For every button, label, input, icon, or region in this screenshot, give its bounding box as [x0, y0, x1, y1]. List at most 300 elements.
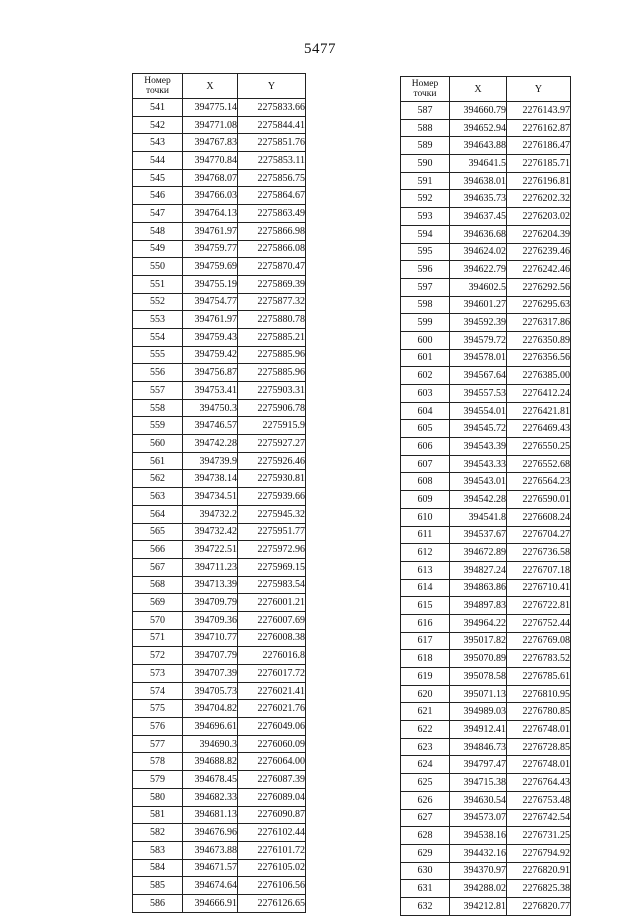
x-coordinate-cell: 394624.02: [450, 243, 507, 261]
point-number-cell: 595: [401, 243, 450, 261]
table-row: [401, 278, 571, 296]
y-coordinate-cell: 2276748.01: [507, 756, 571, 774]
y-coordinate-cell: 2275906.78: [238, 399, 306, 417]
point-number-cell: 590: [401, 155, 450, 173]
y-coordinate-cell: 2275926.46: [238, 452, 306, 470]
point-number-cell: 603: [401, 385, 450, 403]
x-coordinate-cell: 394827.24: [450, 561, 507, 579]
point-number-cell: 622: [401, 721, 450, 739]
table-row: [133, 771, 306, 789]
x-coordinate-cell: 394673.88: [183, 841, 238, 859]
point-number-cell: 542: [133, 116, 183, 134]
table-row: [133, 523, 306, 541]
point-number-cell: 630: [401, 862, 450, 880]
point-number-cell: 582: [133, 824, 183, 842]
table-row: [401, 349, 571, 367]
x-coordinate-cell: 394636.68: [450, 225, 507, 243]
table-header-row: [133, 74, 306, 99]
x-coordinate-cell: 394766.03: [183, 187, 238, 205]
y-coordinate-cell: 2276001.21: [238, 594, 306, 612]
x-coordinate-cell: 394601.27: [450, 296, 507, 314]
point-number-cell: 602: [401, 367, 450, 385]
table-row: [133, 470, 306, 488]
table-row: [133, 877, 306, 895]
x-coordinate-cell: 394767.83: [183, 134, 238, 152]
y-coordinate-cell: 2276704.27: [507, 526, 571, 544]
x-coordinate-cell: 394671.57: [183, 859, 238, 877]
x-coordinate-cell: 395070.89: [450, 650, 507, 668]
x-coordinate-cell: 394696.61: [183, 718, 238, 736]
point-number-cell: 594: [401, 225, 450, 243]
y-coordinate-cell: 2275939.66: [238, 488, 306, 506]
point-number-cell: 566: [133, 541, 183, 559]
y-coordinate-cell: 2275866.08: [238, 240, 306, 258]
table-row: [401, 508, 571, 526]
table-row: [401, 385, 571, 403]
x-coordinate-cell: 394761.97: [183, 311, 238, 329]
table-row: [401, 243, 571, 261]
table-row: [401, 190, 571, 208]
y-coordinate-cell: 2275866.98: [238, 222, 306, 240]
table-row: [401, 579, 571, 597]
x-coordinate-cell: 394709.79: [183, 594, 238, 612]
point-number-cell: 616: [401, 614, 450, 632]
y-coordinate-cell: 2276552.68: [507, 455, 571, 473]
x-coordinate-cell: 394761.97: [183, 222, 238, 240]
x-coordinate-cell: 394537.67: [450, 526, 507, 544]
point-number-cell: 571: [133, 629, 183, 647]
x-coordinate-cell: 394732.2: [183, 505, 238, 523]
x-coordinate-cell: 394573.07: [450, 809, 507, 827]
x-coordinate-cell: 394542.28: [450, 491, 507, 509]
y-coordinate-cell: 2275869.39: [238, 275, 306, 293]
y-coordinate-cell: 2276722.81: [507, 597, 571, 615]
y-coordinate-cell: 2276295.63: [507, 296, 571, 314]
y-coordinate-cell: 2275844.41: [238, 116, 306, 134]
x-coordinate-cell: 394707.39: [183, 665, 238, 683]
point-number-cell: 601: [401, 349, 450, 367]
x-coordinate-cell: 394432.16: [450, 844, 507, 862]
point-number-cell: 618: [401, 650, 450, 668]
x-coordinate-cell: 394746.57: [183, 417, 238, 435]
y-coordinate-cell: 2276239.46: [507, 243, 571, 261]
x-coordinate-cell: 394750.3: [183, 399, 238, 417]
table-row: [133, 788, 306, 806]
y-coordinate-cell: 2276102.44: [238, 824, 306, 842]
x-coordinate-cell: 394768.07: [183, 169, 238, 187]
y-coordinate-cell: 2276753.48: [507, 791, 571, 809]
x-coordinate-cell: 394622.79: [450, 261, 507, 279]
y-coordinate-cell: 2276780.85: [507, 703, 571, 721]
point-number-cell: 553: [133, 311, 183, 329]
y-coordinate-cell: 2276710.41: [507, 579, 571, 597]
x-coordinate-cell: 394863.86: [450, 579, 507, 597]
table-row: [133, 718, 306, 736]
x-coordinate-cell: 394742.28: [183, 435, 238, 453]
y-coordinate-cell: 2276007.69: [238, 611, 306, 629]
table-row: [133, 452, 306, 470]
point-number-cell: 620: [401, 685, 450, 703]
point-number-cell: 606: [401, 438, 450, 456]
point-number-cell: 568: [133, 576, 183, 594]
y-coordinate-cell: 2275983.54: [238, 576, 306, 594]
y-coordinate-cell: 2276783.52: [507, 650, 571, 668]
point-number-cell: 596: [401, 261, 450, 279]
y-coordinate-cell: 2276810.95: [507, 685, 571, 703]
table-row: [133, 240, 306, 258]
y-coordinate-cell: 2276126.65: [238, 894, 306, 912]
table-row: [401, 614, 571, 632]
table-row: [133, 134, 306, 152]
table-row: [133, 382, 306, 400]
y-coordinate-cell: 2276421.81: [507, 402, 571, 420]
point-number-cell: 615: [401, 597, 450, 615]
x-coordinate-cell: 394711.23: [183, 558, 238, 576]
table-row: [401, 721, 571, 739]
y-coordinate-cell: 2275885.96: [238, 346, 306, 364]
y-coordinate-cell: 2275851.76: [238, 134, 306, 152]
y-coordinate-cell: 2275927.27: [238, 435, 306, 453]
y-coordinate-cell: 2275856.75: [238, 169, 306, 187]
x-coordinate-cell: 394846.73: [450, 738, 507, 756]
y-coordinate-cell: 2276469.43: [507, 420, 571, 438]
x-coordinate-cell: 394370.97: [450, 862, 507, 880]
x-coordinate-cell: 394754.77: [183, 293, 238, 311]
x-coordinate-cell: 394545.72: [450, 420, 507, 438]
y-coordinate-cell: 2276021.41: [238, 682, 306, 700]
point-number-cell: 544: [133, 152, 183, 170]
page-number: 5477: [304, 41, 336, 57]
point-number-cell: 545: [133, 169, 183, 187]
x-coordinate-cell: 394722.51: [183, 541, 238, 559]
y-coordinate-cell: 2276590.01: [507, 491, 571, 509]
table-row: [133, 806, 306, 824]
table-row: [133, 99, 306, 117]
x-coordinate-cell: 394759.42: [183, 346, 238, 364]
point-number-cell: 613: [401, 561, 450, 579]
table-row: [401, 827, 571, 845]
point-number-cell: 614: [401, 579, 450, 597]
y-coordinate-cell: 2275853.11: [238, 152, 306, 170]
y-coordinate-cell: 2276412.24: [507, 385, 571, 403]
point-number-cell: 580: [133, 788, 183, 806]
y-coordinate-cell: 2276021.76: [238, 700, 306, 718]
table-row: [133, 541, 306, 559]
x-coordinate-cell: 394759.69: [183, 258, 238, 276]
y-coordinate-cell: 2275903.31: [238, 382, 306, 400]
table-row: [401, 544, 571, 562]
x-coordinate-cell: 394602.5: [450, 278, 507, 296]
x-coordinate-cell: 394709.36: [183, 611, 238, 629]
y-coordinate-cell: 2276550.25: [507, 438, 571, 456]
y-coordinate-cell: 2276089.04: [238, 788, 306, 806]
point-number-cell: 621: [401, 703, 450, 721]
x-coordinate-cell: 394557.53: [450, 385, 507, 403]
x-coordinate-cell: 394578.01: [450, 349, 507, 367]
y-coordinate-cell: 2276143.97: [507, 102, 571, 120]
y-coordinate-cell: 2276185.71: [507, 155, 571, 173]
x-coordinate-cell: 394753.41: [183, 382, 238, 400]
x-coordinate-cell: 394897.83: [450, 597, 507, 615]
x-coordinate-cell: 394797.47: [450, 756, 507, 774]
x-header: X: [183, 74, 238, 99]
table-header-row: [401, 77, 571, 102]
y-coordinate-cell: 2275863.49: [238, 205, 306, 223]
y-coordinate-cell: 2276707.18: [507, 561, 571, 579]
point-number-cell: 617: [401, 632, 450, 650]
point-number-cell: 581: [133, 806, 183, 824]
table-row: [401, 561, 571, 579]
y-coordinate-cell: 2276016.8: [238, 647, 306, 665]
table-row: [401, 526, 571, 544]
y-coordinate-cell: 2276060.09: [238, 735, 306, 753]
y-coordinate-cell: 2276292.56: [507, 278, 571, 296]
table-row: [401, 756, 571, 774]
table-row: [133, 187, 306, 205]
y-coordinate-cell: 2275951.77: [238, 523, 306, 541]
table-row: [401, 225, 571, 243]
table-row: [401, 774, 571, 792]
x-coordinate-cell: 394705.73: [183, 682, 238, 700]
x-coordinate-cell: 394681.13: [183, 806, 238, 824]
point-number-cell: 577: [133, 735, 183, 753]
y-coordinate-cell: 2276106.56: [238, 877, 306, 895]
table-row: [401, 703, 571, 721]
point-number-header: Номер точки: [133, 74, 183, 99]
y-coordinate-cell: 2276728.85: [507, 738, 571, 756]
table-row: [133, 488, 306, 506]
y-coordinate-cell: 2276736.58: [507, 544, 571, 562]
x-coordinate-cell: 394288.02: [450, 880, 507, 898]
table-row: [401, 491, 571, 509]
table-row: [401, 331, 571, 349]
table-row: [133, 824, 306, 842]
table-row: [133, 859, 306, 877]
table-row: [133, 435, 306, 453]
x-coordinate-cell: 394592.39: [450, 314, 507, 332]
x-coordinate-cell: 394707.79: [183, 647, 238, 665]
point-number-cell: 541: [133, 99, 183, 117]
x-coordinate-cell: 394682.33: [183, 788, 238, 806]
x-coordinate-cell: 394630.54: [450, 791, 507, 809]
point-number-cell: 627: [401, 809, 450, 827]
x-coordinate-cell: 394543.33: [450, 455, 507, 473]
y-coordinate-cell: 2275972.96: [238, 541, 306, 559]
x-coordinate-cell: 394775.14: [183, 99, 238, 117]
x-coordinate-cell: 394756.87: [183, 364, 238, 382]
x-coordinate-cell: 394715.38: [450, 774, 507, 792]
x-coordinate-cell: 394713.39: [183, 576, 238, 594]
coordinates-table-left: [132, 73, 306, 913]
y-coordinate-cell: 2276794.92: [507, 844, 571, 862]
x-coordinate-cell: 394989.03: [450, 703, 507, 721]
point-number-cell: 597: [401, 278, 450, 296]
table-row: [133, 417, 306, 435]
y-coordinate-cell: 2276564.23: [507, 473, 571, 491]
point-number-cell: 607: [401, 455, 450, 473]
y-coordinate-cell: 2276731.25: [507, 827, 571, 845]
table-row: [133, 169, 306, 187]
table-row: [401, 844, 571, 862]
point-number-cell: 604: [401, 402, 450, 420]
y-coordinate-cell: 2275915.9: [238, 417, 306, 435]
table-row: [401, 208, 571, 226]
y-coordinate-cell: 2276820.77: [507, 897, 571, 915]
point-number-cell: 557: [133, 382, 183, 400]
point-number-cell: 578: [133, 753, 183, 771]
point-number-cell: 593: [401, 208, 450, 226]
point-number-cell: 586: [133, 894, 183, 912]
point-number-cell: 559: [133, 417, 183, 435]
y-coordinate-cell: 2275877.32: [238, 293, 306, 311]
table-row: [133, 576, 306, 594]
point-number-cell: 623: [401, 738, 450, 756]
table-row: [401, 172, 571, 190]
x-coordinate-cell: 394641.5: [450, 155, 507, 173]
point-number-cell: 550: [133, 258, 183, 276]
table-row: [401, 119, 571, 137]
point-number-cell: 625: [401, 774, 450, 792]
table-row: [401, 650, 571, 668]
y-coordinate-cell: 2276350.89: [507, 331, 571, 349]
point-number-cell: 546: [133, 187, 183, 205]
point-number-cell: 619: [401, 668, 450, 686]
table-row: [401, 685, 571, 703]
table-row: [133, 399, 306, 417]
table-row: [401, 738, 571, 756]
y-coordinate-cell: 2275880.78: [238, 311, 306, 329]
x-coordinate-cell: 394688.82: [183, 753, 238, 771]
x-coordinate-cell: 394579.72: [450, 331, 507, 349]
point-number-cell: 574: [133, 682, 183, 700]
point-number-cell: 631: [401, 880, 450, 898]
point-number-cell: 554: [133, 328, 183, 346]
table-row: [133, 611, 306, 629]
point-number-cell: 567: [133, 558, 183, 576]
point-number-cell: 605: [401, 420, 450, 438]
x-coordinate-cell: 394674.64: [183, 877, 238, 895]
x-coordinate-cell: 394637.45: [450, 208, 507, 226]
point-number-cell: 576: [133, 718, 183, 736]
x-coordinate-cell: 394543.39: [450, 438, 507, 456]
table-row: [401, 402, 571, 420]
point-number-cell: 609: [401, 491, 450, 509]
point-number-cell: 610: [401, 508, 450, 526]
x-coordinate-cell: 394755.19: [183, 275, 238, 293]
point-number-cell: 558: [133, 399, 183, 417]
x-coordinate-cell: 394912.41: [450, 721, 507, 739]
point-number-cell: 600: [401, 331, 450, 349]
y-coordinate-cell: 2275833.66: [238, 99, 306, 117]
point-number-cell: 579: [133, 771, 183, 789]
y-coordinate-cell: 2276748.01: [507, 721, 571, 739]
table-row: [133, 841, 306, 859]
y-coordinate-cell: 2276608.24: [507, 508, 571, 526]
y-coordinate-cell: 2276752.44: [507, 614, 571, 632]
table-row: [133, 647, 306, 665]
table-row: [401, 791, 571, 809]
y-coordinate-cell: 2276008.38: [238, 629, 306, 647]
table-row: [133, 364, 306, 382]
point-number-cell: 585: [133, 877, 183, 895]
point-number-cell: 552: [133, 293, 183, 311]
point-number-cell: 573: [133, 665, 183, 683]
table-row: [133, 311, 306, 329]
y-coordinate-cell: 2276203.02: [507, 208, 571, 226]
point-number-cell: 569: [133, 594, 183, 612]
y-coordinate-cell: 2276196.81: [507, 172, 571, 190]
y-coordinate-cell: 2276785.61: [507, 668, 571, 686]
y-coordinate-cell: 2276090.87: [238, 806, 306, 824]
x-coordinate-cell: 394732.42: [183, 523, 238, 541]
y-coordinate-cell: 2275864.67: [238, 187, 306, 205]
x-coordinate-cell: 394690.3: [183, 735, 238, 753]
table-row: [401, 155, 571, 173]
x-coordinate-cell: 394652.94: [450, 119, 507, 137]
table-row: [401, 102, 571, 120]
x-coordinate-cell: 394672.89: [450, 544, 507, 562]
x-coordinate-cell: 394710.77: [183, 629, 238, 647]
y-coordinate-cell: 2276186.47: [507, 137, 571, 155]
table-row: [401, 862, 571, 880]
y-coordinate-cell: 2276064.00: [238, 753, 306, 771]
y-coordinate-cell: 2276087.39: [238, 771, 306, 789]
y-coordinate-cell: 2276764.43: [507, 774, 571, 792]
x-coordinate-cell: 394538.16: [450, 827, 507, 845]
table-row: [133, 665, 306, 683]
point-number-cell: 543: [133, 134, 183, 152]
x-coordinate-cell: 394543.01: [450, 473, 507, 491]
x-coordinate-cell: 394638.01: [450, 172, 507, 190]
x-coordinate-cell: 394738.14: [183, 470, 238, 488]
table-row: [133, 205, 306, 223]
point-number-cell: 632: [401, 897, 450, 915]
table-row: [401, 314, 571, 332]
table-row: [133, 753, 306, 771]
x-coordinate-cell: 395078.58: [450, 668, 507, 686]
x-coordinate-cell: 394554.01: [450, 402, 507, 420]
x-coordinate-cell: 394635.73: [450, 190, 507, 208]
y-coordinate-cell: 2276049.06: [238, 718, 306, 736]
table-row: [133, 328, 306, 346]
table-row: [401, 455, 571, 473]
point-number-cell: 629: [401, 844, 450, 862]
point-number-cell: 598: [401, 296, 450, 314]
y-coordinate-cell: 2276820.91: [507, 862, 571, 880]
x-coordinate-cell: 394771.08: [183, 116, 238, 134]
y-coordinate-cell: 2276017.72: [238, 665, 306, 683]
x-coordinate-cell: 394759.43: [183, 328, 238, 346]
x-coordinate-cell: 394660.79: [450, 102, 507, 120]
x-coordinate-cell: 394739.9: [183, 452, 238, 470]
point-number-cell: 564: [133, 505, 183, 523]
y-coordinate-cell: 2275885.96: [238, 364, 306, 382]
table-row: [133, 629, 306, 647]
x-coordinate-cell: 394541.8: [450, 508, 507, 526]
point-number-header: Номер точки: [401, 77, 450, 102]
point-number-cell: 575: [133, 700, 183, 718]
table-row: [401, 880, 571, 898]
y-coordinate-cell: 2275885.21: [238, 328, 306, 346]
point-number-cell: 549: [133, 240, 183, 258]
point-number-cell: 547: [133, 205, 183, 223]
point-number-cell: 589: [401, 137, 450, 155]
table-row: [401, 137, 571, 155]
y-coordinate-cell: 2276356.56: [507, 349, 571, 367]
point-number-cell: 626: [401, 791, 450, 809]
point-number-cell: 599: [401, 314, 450, 332]
x-coordinate-cell: 394678.45: [183, 771, 238, 789]
